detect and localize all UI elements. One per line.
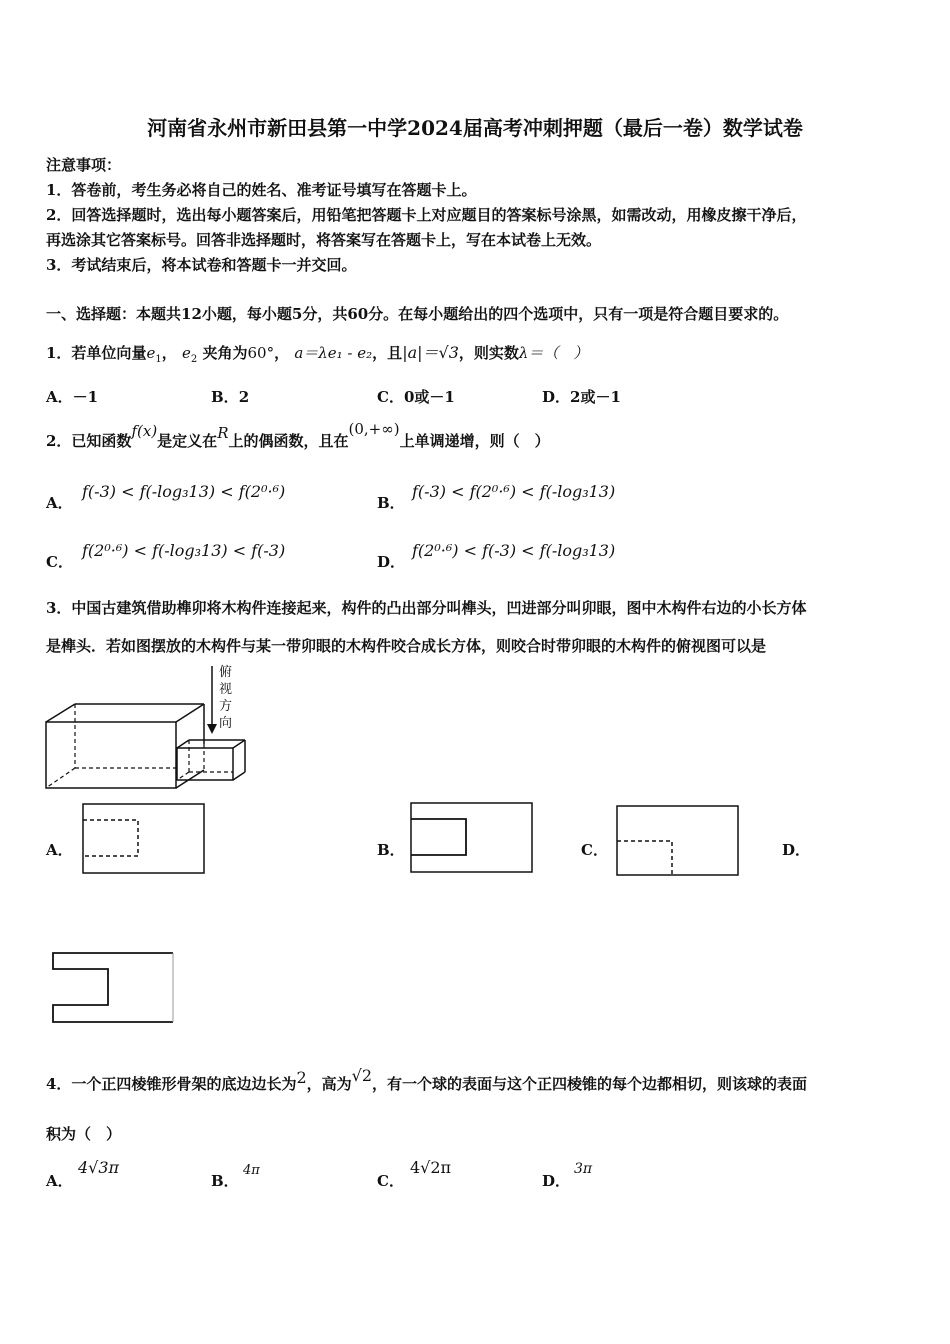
q1-comma-2: ， (274, 344, 290, 362)
question-4 (46, 1066, 808, 1094)
q2-option-d-label[interactable]: D． (377, 553, 406, 571)
q2-R: R (217, 424, 229, 442)
section-heading: 一、选择题：本题共12小题，每小题5分，共60分。在每小题给出的四个选项中，只有一项是符合题目要求的。 (46, 305, 789, 323)
q2-interval: (0,+∞) (348, 420, 400, 438)
q4-option-a-value: 4√3π (78, 1158, 120, 1177)
q3-option-d-figure (52, 952, 176, 1024)
q2-option-a-expr: f(-3) < f(-log₃13) < f(2⁰·⁶) (82, 482, 286, 501)
view-label-char-1: 俯 (219, 665, 233, 680)
q1-option-d[interactable]: D．2或－1 (542, 388, 621, 406)
q4-option-d-label[interactable]: D． (542, 1172, 571, 1190)
q4-option-d-value: 3π (574, 1161, 593, 1177)
q1-comma-1: ， (161, 344, 177, 362)
question-1 (46, 340, 588, 365)
q3-option-c-label[interactable]: C． (581, 841, 608, 859)
q4-text-3: ，有一个球的表面与这个正四棱锥的每个边都相切，则该球的表面 (372, 1075, 808, 1093)
view-label-char-4: 向 (219, 716, 233, 731)
q3-option-c-figure (616, 805, 740, 877)
q1-e1: e (146, 344, 156, 362)
q4-option-b-value: 4π (243, 1163, 260, 1178)
view-label-char-3: 方 (219, 699, 233, 714)
q2-option-d-expr: f(2⁰·⁶) < f(-3) < f(-log₃13) (412, 541, 616, 560)
q4-height: √2 (351, 1066, 373, 1085)
question-3-line-2: 是榫头．若如图摆放的木构件与某一带卯眼的木构件咬合成长方体，则咬合时带卯眼的木构件的俯视图可以是 (46, 637, 767, 655)
q1-option-b[interactable]: B．2 (211, 388, 250, 406)
q4-text-1: 4．一个正四棱锥形骨架的底边边长为 (46, 1075, 297, 1093)
q2-text-2: 是定义在 (157, 432, 218, 450)
notice-item-3: 3．考试结束后，将本试卷和答题卡一并交回。 (46, 256, 357, 274)
question-2 (46, 420, 550, 451)
q4-option-a-label[interactable]: A． (46, 1172, 73, 1190)
notice-item-2: 2．回答选择题时，选出每小题答案后，用铅笔把答题卡上对应题目的答案标号涂黑，如需改动，用橡皮擦干净后， (46, 206, 807, 224)
q1-e2: e (181, 344, 191, 362)
q1-text-2: 夹角为 (202, 344, 248, 362)
q2-option-c-expr: f(2⁰·⁶) < f(-log₃13) < f(-3) (82, 541, 286, 560)
q3-option-b-label[interactable]: B． (377, 841, 405, 859)
q1-text-1: 1．若单位向量 (46, 344, 147, 362)
q2-option-c-label[interactable]: C． (46, 553, 73, 571)
q4-side: 2 (296, 1068, 307, 1087)
q1-text-4: ，则实数 (458, 344, 519, 362)
q4-option-c-value: 4√2π (410, 1158, 452, 1177)
question-3-line-1: 3．中国古建筑借助榫卯将木构件连接起来，构件的凸出部分叫榫头，凹进部分叫卯眼，图中木构件右边的小长方体 (46, 599, 807, 617)
view-label-char-2: 视 (219, 682, 233, 697)
q1-lambda: λ＝（ ） (518, 344, 589, 362)
notice-item-1: 1．答卷前，考生务必将自己的姓名、准考证号填写在答题卡上。 (46, 181, 477, 199)
q1-e1-sub: 1 (155, 354, 162, 365)
q4-option-c-label[interactable]: C． (377, 1172, 404, 1190)
q2-option-b-label[interactable]: B． (377, 494, 405, 512)
q3-option-d-label[interactable]: D． (782, 841, 811, 859)
q3-option-a-label[interactable]: A． (46, 841, 73, 859)
notice-item-2-cont: 再选涂其它答案标号。回答非选择题时，将答案写在答题卡上，写在本试卷上无效。 (46, 231, 602, 249)
q1-expression: a＝λe₁ - e₂ (294, 344, 373, 362)
q2-option-b-expr: f(-3) < f(2⁰·⁶) < f(-log₃13) (412, 482, 616, 501)
q1-e2-sub: 2 (190, 354, 198, 365)
q1-abs: |a|＝√3 (402, 343, 459, 362)
q2-text-3: 上的偶函数，且在 (228, 432, 349, 450)
q1-option-a[interactable]: A．－1 (46, 388, 99, 406)
q4-option-b-label[interactable]: B． (211, 1172, 239, 1190)
q3-option-b-figure (410, 802, 534, 874)
q2-option-a-label[interactable]: A． (46, 494, 73, 512)
q3-option-a-figure (82, 803, 206, 875)
q2-text-1: 2．已知函数 (46, 432, 132, 450)
q1-text-3: ，且 (372, 344, 403, 362)
q4-text-2: ，高为 (306, 1075, 352, 1093)
q1-angle: 60° (247, 344, 275, 362)
q2-fx: f(x) (131, 422, 158, 440)
question-4-line-2: 积为（ ） (46, 1125, 122, 1143)
notice-heading: 注意事项： (46, 156, 122, 174)
page-title: 河南省永州市新田县第一中学2024届高考冲刺押题（最后一卷）数学试卷 (147, 116, 803, 140)
q1-option-c[interactable]: C．0或－1 (377, 388, 455, 406)
q2-text-4: 上单调递增，则（ ） (399, 432, 550, 450)
